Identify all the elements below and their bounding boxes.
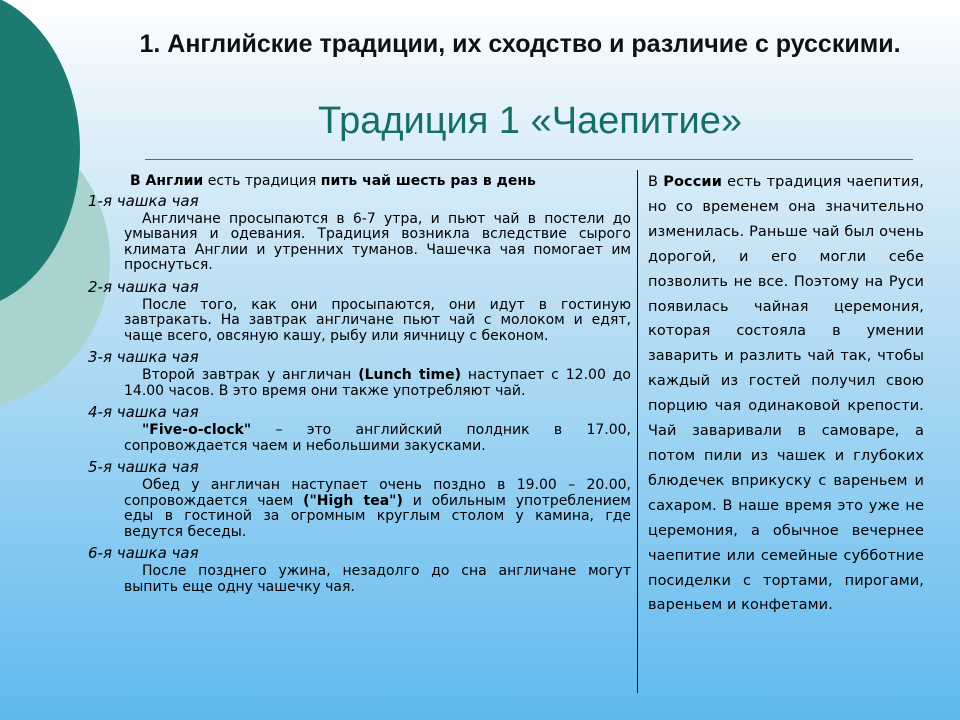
cup-3-text-emph: (Lunch time) xyxy=(358,367,462,383)
cup-4-label: 4-я чашка чая xyxy=(88,403,199,421)
cup-5-label: 5-я чашка чая xyxy=(88,458,199,476)
cup-1-text: Англичане просыпаются в 6-7 утра, и пьют чай в постели до умывания и одевания. Традиция возникла вследствие сырого климата Англии и утренних туманов. Чашечка чая помогает им проснуться. xyxy=(124,210,631,273)
cup-4-text-b: – это английский полдник в 17.00, сопровождается чаем и небольшими закусками. xyxy=(124,422,631,454)
column-divider xyxy=(637,170,638,693)
russia-text-c: есть традиция чаепития, но со временем она значительно изменилась. Раньше чай был очень дорогой, и его могли себе позволить не все. Поэтому на Руси появилась чайная церемония, которая состояла в умении заварить и разлить чай так, чтобы каждый из гостей получил свою порцию чая одинаковой крепости. Чай заваривали в самоваре, а потом пили из чашек и глубоких блюдечек вприкуску с вареньем и сахаром. В наше время это уже не церемония, а обычное вечернее чаепитие или семейные субботние посиделки с тортами, пирогами, вареньем и конфетами. xyxy=(648,174,924,614)
cup-5-text-c: и обильным употреблением еды в гостиной за огромным круглым столом у камина, где ведутся беседы. xyxy=(124,492,631,540)
england-intro-emph: пить чай шесть раз в день xyxy=(320,173,536,189)
england-intro-mid: есть традиция xyxy=(203,173,321,189)
cup-3-text-c: наступает с 12.00 до 14.00 часов. В это время они также употребляют чай. xyxy=(124,367,631,399)
cup-5-text-emph: ("High tea") xyxy=(303,492,403,509)
cup-5-text xyxy=(124,478,631,540)
slide-subtitle: Традиция 1 «Чаепитие» xyxy=(318,100,742,142)
england-column xyxy=(88,174,631,599)
title-divider xyxy=(145,159,913,160)
england-intro xyxy=(130,174,631,190)
slide-title: 1. Английские традиции, их сходство и различие с русскими. xyxy=(139,30,901,58)
cup-4-text-emph: "Five-o-clock" xyxy=(142,422,252,438)
cup-3-text-a: Второй завтрак у англичан xyxy=(142,367,359,383)
cup-6-text: После позднего ужина, незадолго до сна англичане могут выпить еще одну чашечку чая. xyxy=(124,563,631,595)
cup-2-text: После того, как они просыпаются, они идут в гостиную завтракать. На завтрак англичане пьют чай с молоком и едят, чаще всего, овсяную кашу, рыбу или яичницу с беконом. xyxy=(124,296,631,344)
russia-column xyxy=(648,170,924,618)
cup-5-text-a: Обед у англичан наступает очень поздно в 19.00 – 20.00, сопровождается чаем xyxy=(124,477,631,509)
russia-country: России xyxy=(663,174,722,190)
russia-text-a: В xyxy=(648,174,664,190)
cup-1-label: 1-я чашка чая xyxy=(88,191,199,210)
england-intro-country: В Англии xyxy=(130,173,204,189)
cup-3-text xyxy=(124,368,631,399)
cup-2-label: 2-я чашка чая xyxy=(88,277,199,296)
cup-3-label: 3-я чашка чая xyxy=(88,348,199,366)
cup-6-label: 6-я чашка чая xyxy=(88,544,199,562)
cup-4-text xyxy=(124,423,631,454)
